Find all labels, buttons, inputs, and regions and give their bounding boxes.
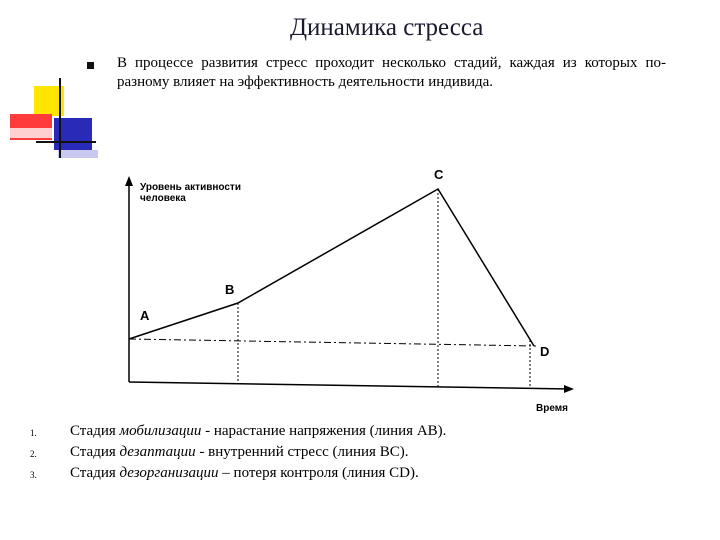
bullet-square-icon	[87, 62, 94, 69]
stage-term: мобилизации	[119, 423, 202, 439]
stage-text	[70, 423, 446, 440]
list-item	[30, 423, 650, 444]
stress-dynamics-diagram	[100, 160, 600, 420]
list-item	[30, 444, 650, 465]
stage-suffix: - нарастание напряжения (линия AB).	[201, 423, 447, 439]
point-label-b: B	[225, 282, 235, 297]
list-number: 1.	[30, 428, 37, 438]
stage-prefix: Стадия	[70, 444, 120, 460]
x-axis	[129, 382, 570, 389]
x-axis-arrow	[564, 385, 574, 393]
stage-prefix: Стадия	[70, 423, 120, 439]
stage-suffix: - внутренний стресс (линия BC).	[195, 444, 409, 460]
list-item	[30, 465, 650, 486]
stress-curve	[129, 189, 534, 346]
list-number: 3.	[30, 470, 37, 480]
y-axis-label-line2: человека	[140, 193, 186, 204]
y-axis-label-line1: Уровень активности	[140, 182, 241, 193]
decor-horizontal-line	[36, 141, 96, 143]
list-number: 2.	[30, 449, 37, 459]
stage-term: дезаптации	[119, 444, 196, 460]
decor-lilac-square	[58, 150, 98, 158]
stage-text	[70, 444, 408, 461]
decor-vertical-line	[59, 78, 61, 158]
y-axis-arrow	[125, 176, 133, 186]
point-label-a: A	[140, 308, 150, 323]
x-axis-label: Время	[536, 403, 568, 414]
stage-suffix: – потеря контроля (линия CD).	[218, 465, 419, 481]
page-title: Динамика стресса	[290, 14, 484, 41]
stage-term: дезорганизации	[119, 465, 219, 481]
stage-prefix: Стадия	[70, 465, 120, 481]
intro-text: В процессе развития стресс проходит несколько стадий, каждая из которых по-разному влияет на эффективность деятельности индивида.	[117, 55, 666, 90]
stages-list	[30, 423, 650, 486]
stage-text	[70, 465, 419, 482]
decor-pink-square	[10, 128, 52, 138]
point-label-d: D	[540, 344, 550, 359]
point-label-c: C	[434, 167, 444, 182]
baseline	[129, 339, 536, 346]
